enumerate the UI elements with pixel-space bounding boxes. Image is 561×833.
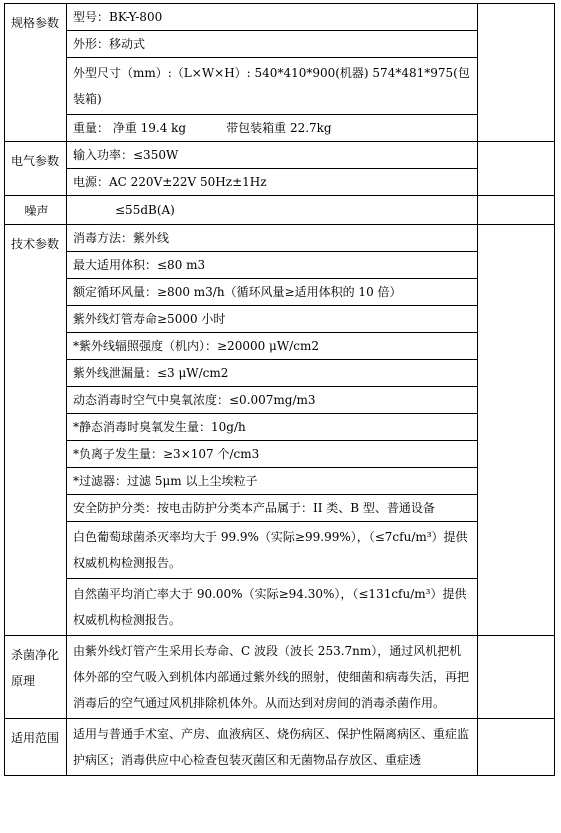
noise-value: ≤55dB(A) (115, 203, 175, 217)
tech-row: 额定循环风量：≥800 m3/h（循环风量≥适用体积的 10 倍） (67, 279, 478, 306)
power-row: 输入功率：≤350W (67, 142, 478, 169)
supply-row: 电源：AC 220V±22V 50Hz±1Hz (67, 169, 478, 196)
category-electrical: 电气参数 (5, 142, 67, 196)
tech-row: *静态消毒时臭氧发生量：10g/h (67, 414, 478, 441)
tech-row: *负离子发生量：≥3×107 个/cm3 (67, 441, 478, 468)
category-noise: 噪声 (5, 196, 67, 225)
principle-text: 由紫外线灯管产生采用长寿命、C 波段（波长 253.7nm），通过风机把机体外部的空气吸入到机体内部通过紫外线的照射，使细菌和病毒失活，再把消毒后的空气通过风机排除机体外。从而达到对房间的消毒杀菌作用。 (67, 636, 478, 719)
category-technical: 技术参数 (5, 225, 67, 636)
weight-gross: 带包装箱重 22.7kg (226, 121, 332, 135)
blank-cell-spec (478, 4, 555, 142)
weight-net: 重量： 净重 19.4 kg (73, 121, 187, 135)
tech-row: 消毒方法：紫外线 (67, 225, 478, 252)
tech-row: 紫外线泄漏量：≤3 μW/cm2 (67, 360, 478, 387)
tech-row: 安全防护分类：按电击防护分类本产品属于：II 类、B 型、普通设备 (67, 495, 478, 522)
tech-row: 最大适用体积：≤80 m3 (67, 252, 478, 279)
tech-row: 白色葡萄球菌杀灭率均大于 99.9%（实际≥99.99%），（≤7cfu/m³）提供权威机构检测报告。 (67, 522, 478, 579)
blank-cell-noise (478, 196, 555, 225)
blank-cell-scope (478, 719, 555, 776)
tech-row: *紫外线辐照强度（机内）：≥20000 μW/cm2 (67, 333, 478, 360)
blank-cell-principle (478, 636, 555, 719)
scope-text: 适用与普通手术室、产房、血液病区、烧伤病区、保护性隔离病区、重症监护病区；消毒供应中心检查包装灭菌区和无菌物品存放区、重症透 (67, 719, 478, 776)
blank-cell-technical (478, 225, 555, 636)
tech-row: 动态消毒时空气中臭氧浓度：≤0.007mg/m3 (67, 387, 478, 414)
tech-row: 紫外线灯管寿命≥5000 小时 (67, 306, 478, 333)
shape-row: 外形：移动式 (67, 31, 478, 58)
spec-table (4, 3, 555, 776)
category-spec: 规格参数 (5, 4, 67, 142)
tech-row: *过滤器：过滤 5μm 以上尘埃粒子 (67, 468, 478, 495)
tech-row: 自然菌平均消亡率大于 90.00%（实际≥94.30%），（≤131cfu/m³）提供权威机构检测报告。 (67, 579, 478, 636)
category-principle: 杀菌净化原理 (5, 636, 67, 719)
model-row: 型号：BK-Y-800 (67, 4, 478, 31)
dimension-row: 外型尺寸（mm）:（L×W×H）: 540*410*900(机器) 574*481*975(包装箱) (67, 58, 478, 115)
category-scope: 适用范围 (5, 719, 67, 776)
blank-cell-electrical (478, 142, 555, 196)
noise-row (67, 196, 478, 225)
weight-row (67, 115, 478, 142)
